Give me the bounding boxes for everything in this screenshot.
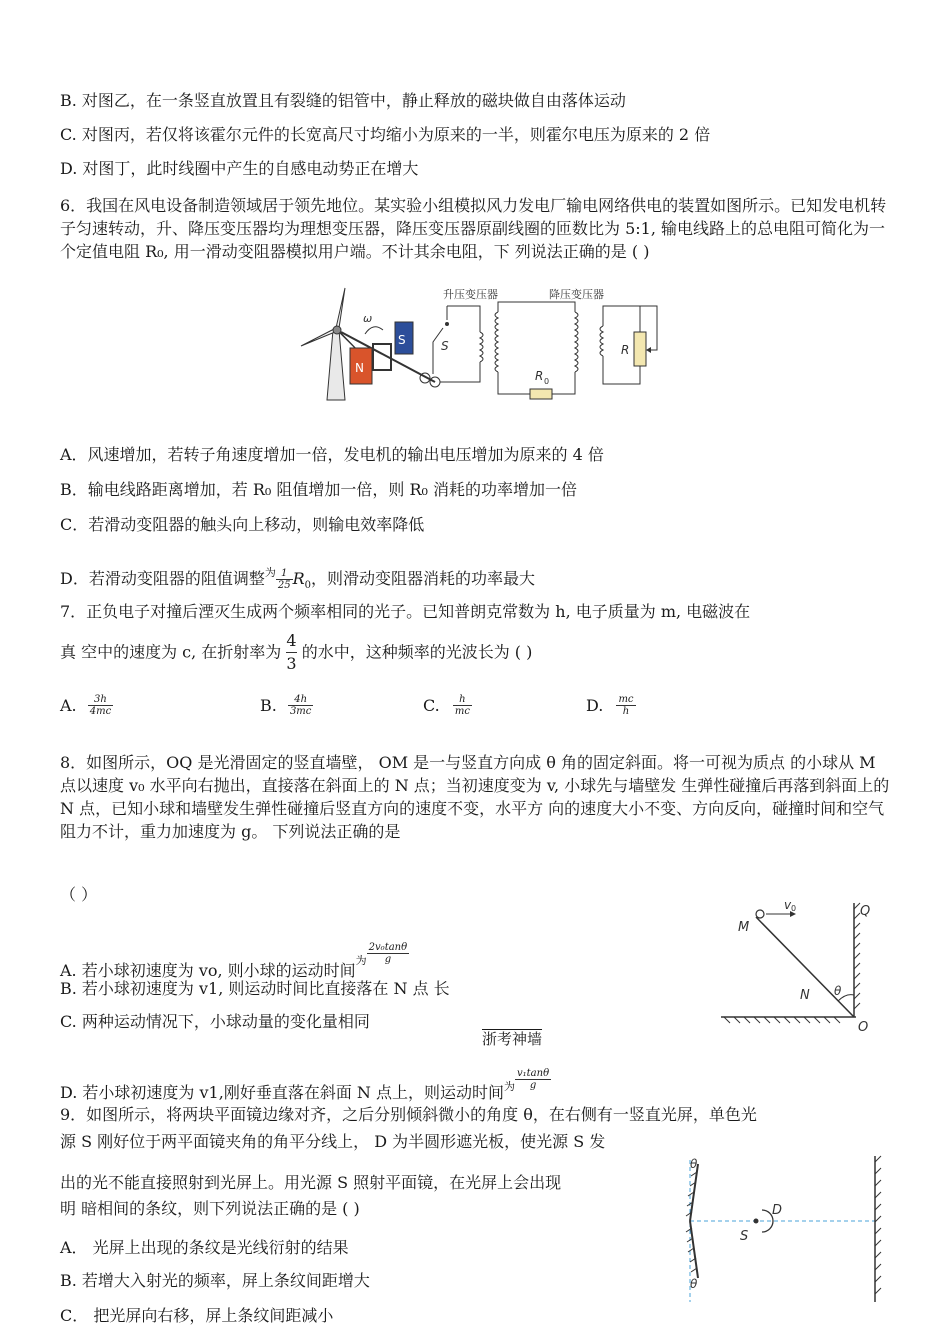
q6-magnet-s: S xyxy=(398,333,406,347)
q9-d-label: D xyxy=(772,1203,783,1218)
q9-stem-line4: 明 暗相间的条纹，则下列说法正确的是 ( ) xyxy=(60,1199,360,1218)
q8-v0-sub: 0 xyxy=(791,904,797,913)
q8-incline-diagram xyxy=(716,895,886,1035)
q9-option-b: B. 若增大入射光的频率，屏上条纹间距增大 xyxy=(60,1271,370,1290)
q7-option-a: A. $\frac{3h}{4mc}$ xyxy=(60,694,112,717)
q6-r0-sub: 0 xyxy=(544,377,550,386)
q6-option-b: B．输电线路距离增加，若 R₀ 阻值增加一倍，则 R₀ 消耗的功率增加一倍 xyxy=(60,480,578,499)
q8-option-a: A. 若小球初速度为 vo, 则小球的运动时间$^为$ $\frac{\text{2v₀tanθ}}{g}$ xyxy=(60,942,408,980)
q8-option-d: D. 若小球初速度为 v1,刚好垂直落在斜面 N 点上，则运动时间$^为$ $\frac{\text{v₁tanθ}}{g}$ xyxy=(60,1068,550,1102)
q9-option-a: A． 光屏上出现的条纹是光线衍射的结果 xyxy=(60,1238,349,1257)
q9-theta-top: θ xyxy=(690,1157,698,1171)
q7-stem-line1: 7．正负电子对撞后湮灭生成两个频率相同的光子。已知普朗克常数为 h, 电子质量为 m, 电磁波在 xyxy=(60,602,751,621)
q9-stem-line3: 出的光不能直接照射到光屏上。用光源 S 照射平面镜，在光屏上会出现 xyxy=(60,1173,562,1192)
q7-option-d: D. $\frac{mc}{h}$ xyxy=(586,694,634,717)
q8-n-label: N xyxy=(800,988,810,1003)
q5-option-c: C. 对图丙，若仅将该霍尔元件的长宽高尺寸均缩小为原来的一半，则霍尔电压为原来的 2 倍 xyxy=(60,125,711,144)
q9-option-c: C． 把光屏向右移，屏上条纹间距减小 xyxy=(60,1306,334,1325)
q8-watermark: 浙考神墙 xyxy=(482,1030,543,1048)
q6-switch-s: S xyxy=(441,339,449,353)
q6-wind-power-diagram xyxy=(295,282,665,407)
q6-r0-label: R xyxy=(535,369,544,383)
q5-option-b: B. 对图乙，在一条竖直放置且有裂缝的铝管中，静止释放的磁块做自由落体运动 xyxy=(60,91,626,110)
q6-magnet-n: N xyxy=(355,361,364,375)
q9-theta-bottom: θ xyxy=(690,1277,698,1291)
q8-stem: 8．如图所示，OQ 是光滑固定的竖直墙壁， OM 是一与竖直方向成 θ 角的固定斜面。将一可视为质点 的小球从 M 点以速度 v₀ 水平向右抛出，直接落在斜面上的 N 点；当初速度变为 v, 小球先与墙壁发 生弹性碰撞后再落到斜面上的 N 点，已知小球和墙壁发生弹性碰撞后竖直方向的速度不变，水平方 向的速度大小不变、方向反向，碰撞时间和空气阻力不计，重力加速度为 g。 下列说法正确的是 xyxy=(60,753,890,841)
q9-stem-line2: 源 S 刚好位于两平面镜夹角的角平分线上， D 为半圆形遮光板，使光源 S 发 xyxy=(60,1132,606,1151)
q8-theta-label: θ xyxy=(834,984,842,998)
q7-stem-line2: 真 空中的速度为 c, 在折射率为 $\frac{4}{3}$ 的水中，这种频率的光波长为 ( ) xyxy=(60,631,533,673)
q8-m-label: M xyxy=(738,920,750,935)
q8-option-b: B. 若小球初速度为 v1, 则运动时间比直接落在 N 点 长 xyxy=(60,979,450,998)
q6-step-down-label: 降压变压器 xyxy=(549,288,604,301)
q9-mirror-diagram xyxy=(680,1152,885,1306)
q6-omega-label: ω xyxy=(363,312,373,325)
q6-stem: 6．我国在风电设备制造领域居于领先地位。某实验小组模拟风力发电厂输电网络供电的装置如图所示。已知发电机转子匀速转动，升、降压变压器均为理想变压器，降压变压器原副线圈的匝数比为 5:1, 输电线路上的总电阻可简化为一个定值电阻 R₀, 用一滑动变阻器模拟用户端。不计其余电阻，下 列说法正确的是 ( ) xyxy=(60,196,887,261)
q8-v0-label: v xyxy=(784,898,792,912)
q8-option-c: C. 两种运动情况下，小球动量的变化量相同 xyxy=(60,1012,370,1031)
q8-answer-paren: （ ） xyxy=(60,885,98,904)
q9-s-label: S xyxy=(740,1229,749,1244)
q8-o-label: O xyxy=(858,1020,869,1035)
q9-stem-line1: 9．如图所示，将两块平面镜边缘对齐，之后分别倾斜微小的角度 θ，在右侧有一竖直光屏，单色光 xyxy=(60,1105,757,1124)
q6-r-label: R xyxy=(621,343,630,357)
q6-option-d: D．若滑动变阻器的阻值调整$^为$ $\frac{1}{25}$ $R_0$，则滑动变阻器消耗的功率最大 xyxy=(60,566,536,592)
q7-option-c: C. $\frac{h}{mc}$ xyxy=(423,694,470,717)
q6-step-up-label: 升压变压器 xyxy=(443,288,498,301)
q6-option-c: C．若滑动变阻器的触头向上移动，则输电效率降低 xyxy=(60,515,425,534)
q6-option-a: A．风速增加，若转子角速度增加一倍，发电机的输出电压增加为原来的 4 倍 xyxy=(60,445,604,464)
q7-option-b: B. $\frac{4h}{3mc}$ xyxy=(260,694,312,717)
q5-option-d: D. 对图丁，此时线圈中产生的自感电动势正在增大 xyxy=(60,159,419,178)
q8-q-label: Q xyxy=(860,904,871,919)
